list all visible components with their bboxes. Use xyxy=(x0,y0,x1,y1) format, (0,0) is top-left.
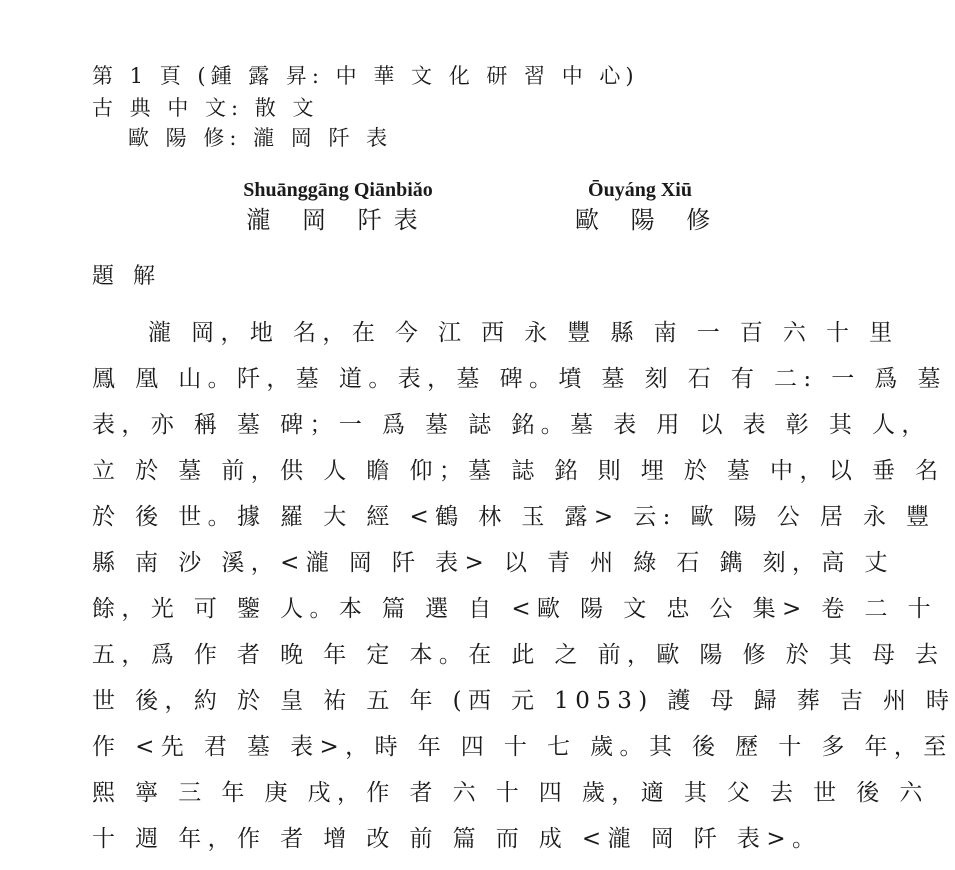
body-line: 鳳 凰 山。阡，墓 道。表，墓 碑。墳 墓 刻 石 有 二: 一 爲 墓 xyxy=(92,366,947,392)
author-title-block xyxy=(575,178,723,236)
body-line: 於 後 世。據 羅 大 經 <鶴 林 玉 露> 云: 歐 陽 公 居 永 豐 xyxy=(92,504,936,530)
body-line: 世 後，約 於 皇 祐 五 年 (西 元 1053) 護 母 歸 葬 吉 州 時 xyxy=(92,688,955,714)
body-line: 五，爲 作 者 晚 年 定 本。在 此 之 前，歐 陽 修 於 其 母 去 xyxy=(92,642,945,668)
author-name-chinese: 歐 陽 修 xyxy=(575,206,723,234)
body-line: 縣 南 沙 溪，<瀧 岡 阡 表> 以 青 州 綠 石 鐫 刻，高 丈 xyxy=(92,550,894,576)
work-title-chinese: 瀧 岡 阡表 xyxy=(246,206,430,234)
body-line: 十 週 年，作 者 增 改 前 篇 而 成 <瀧 岡 阡 表>。 xyxy=(92,826,822,852)
body-line: 表，亦 稱 墓 碑；一 爲 墓 誌 銘。墓 表 用 以 表 彰 其 人， xyxy=(92,412,931,438)
work-title-block xyxy=(228,178,448,236)
header-category: 古 典 中 文: 散 文 xyxy=(92,96,319,120)
header-author-work: 歐 陽 修: 瀧 岡 阡 表 xyxy=(128,126,393,150)
section-heading: 題 解 xyxy=(92,264,161,289)
body-line: 立 於 墓 前，供 人 瞻 仰；墓 誌 銘 則 埋 於 墓 中，以 垂 名 xyxy=(92,458,945,484)
author-name-pinyin: Ōuyáng Xiū xyxy=(588,179,692,201)
body-paragraph xyxy=(92,318,955,870)
body-line: 瀧 岡，地 名，在 今 江 西 永 豐 縣 南 一 百 六 十 里 xyxy=(148,320,899,346)
body-line: 作 <先 君 墓 表>，時 年 四 十 七 歲。其 後 歷 十 多 年，至 xyxy=(92,734,953,760)
body-line: 餘，光 可 鑒 人。本 篇 選 自 <歐 陽 文 忠 公 集> 卷 二 十 xyxy=(92,596,938,622)
header-page-source: 第 1 頁 (鍾 露 昇: 中 華 文 化 研 習 中 心) xyxy=(92,64,639,88)
body-line: 熙 寧 三 年 庚 戌，作 者 六 十 四 歲，適 其 父 去 世 後 六 xyxy=(92,780,929,806)
work-title-pinyin: Shuānggāng Qiānbiǎo xyxy=(243,179,433,201)
